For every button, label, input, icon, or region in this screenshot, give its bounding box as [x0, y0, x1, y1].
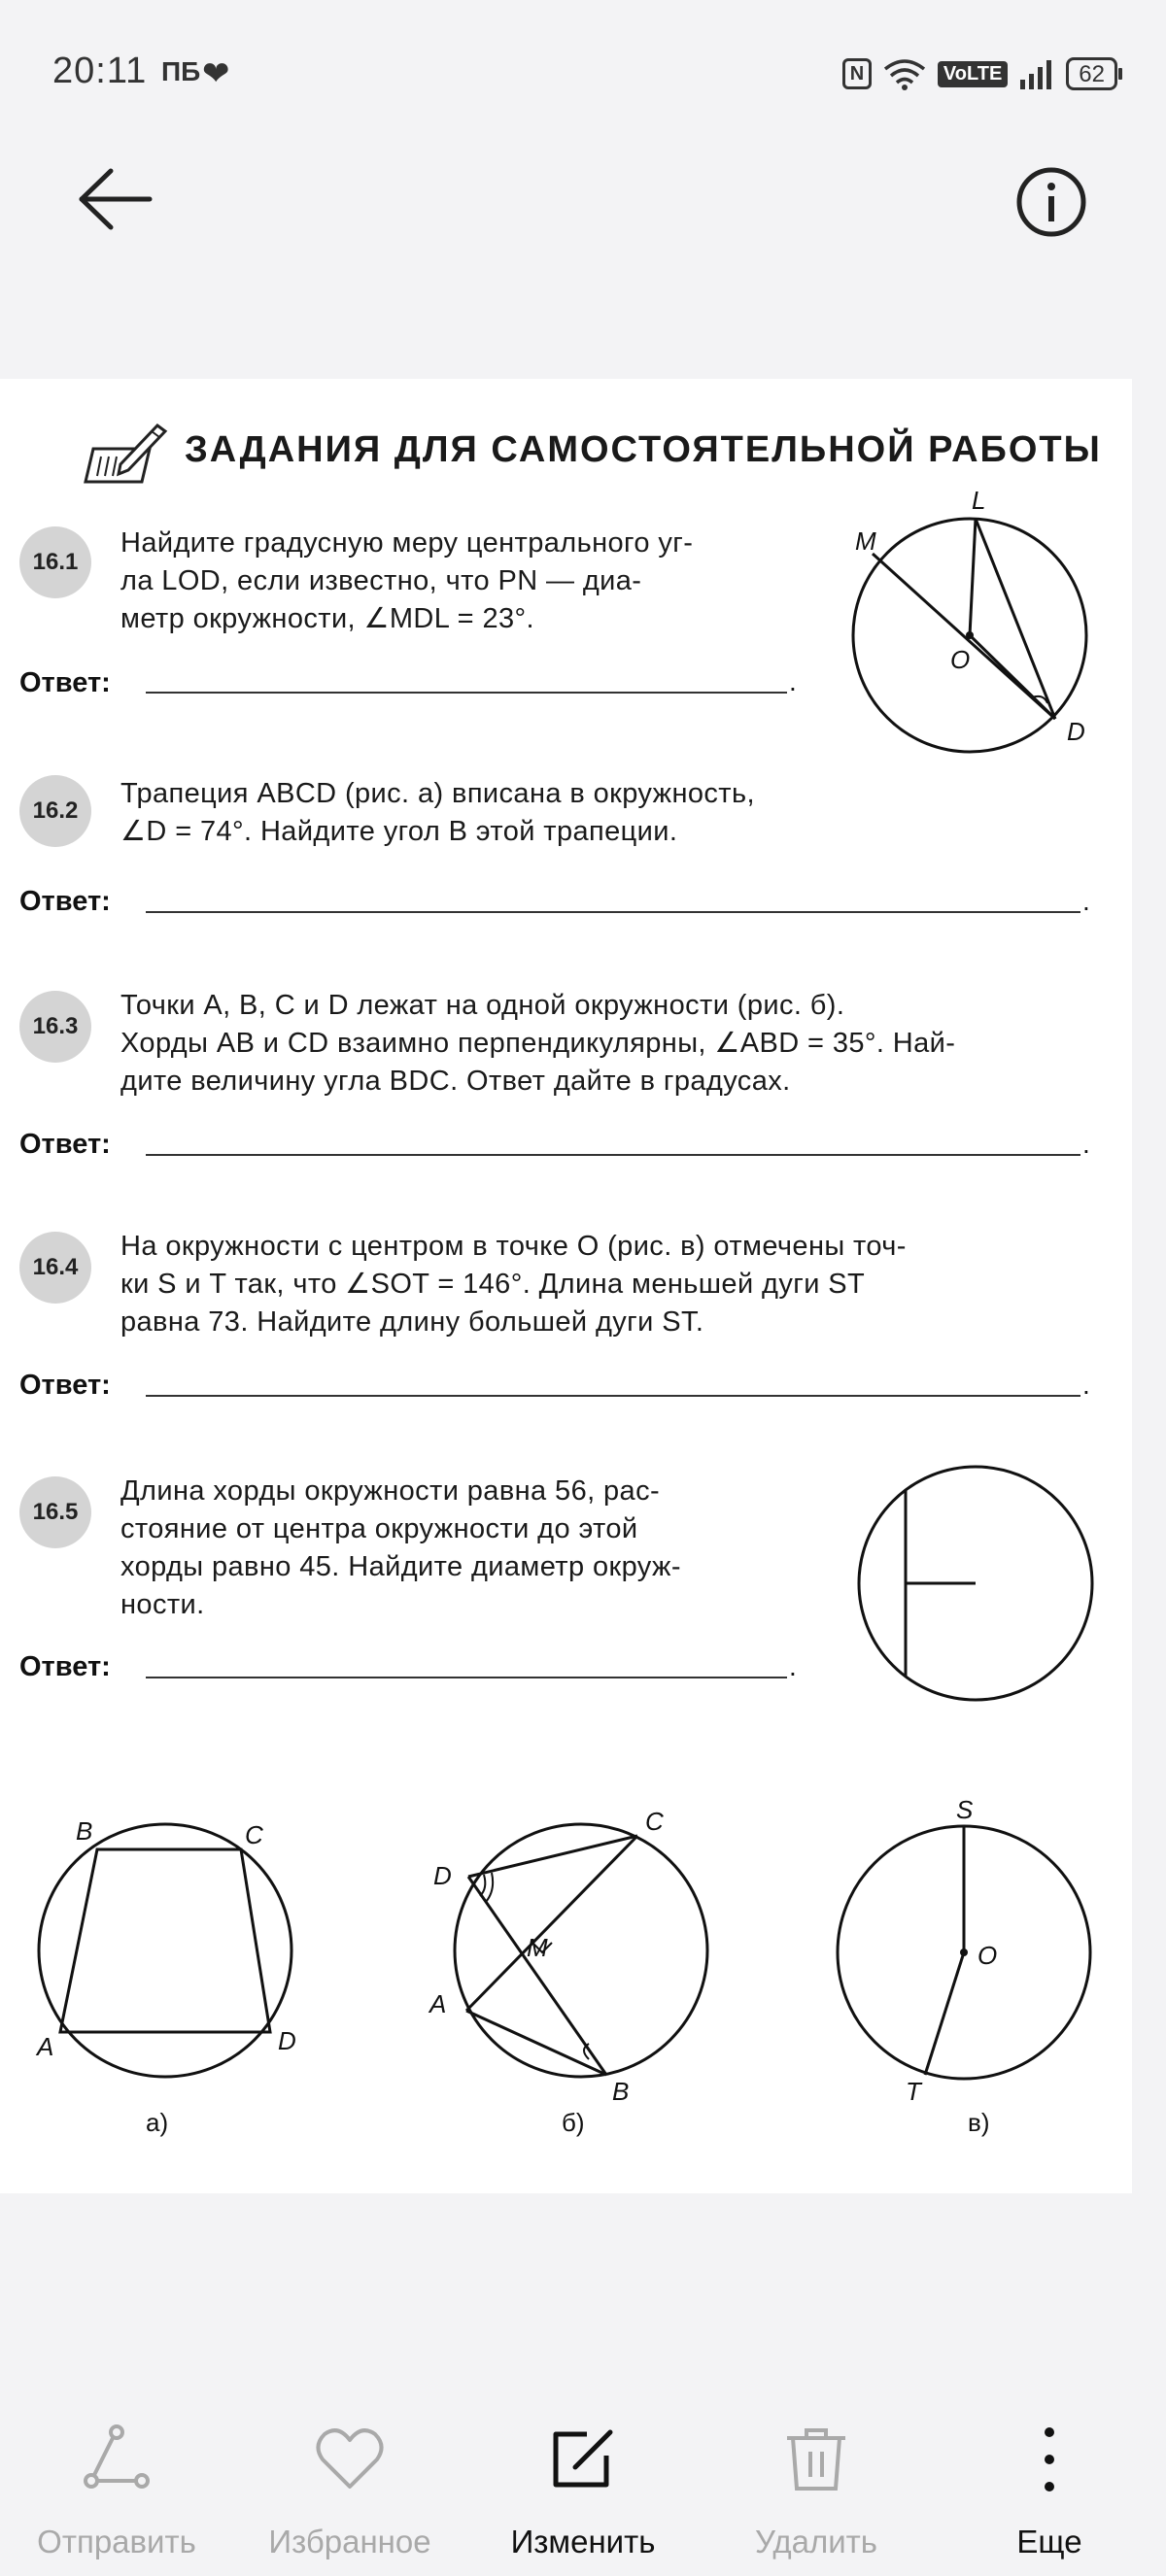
- answer-line: [146, 911, 1080, 913]
- label-D: D: [1067, 717, 1085, 746]
- caption-b: б): [562, 2108, 585, 2137]
- figure-b: [418, 1807, 729, 2156]
- task-number: 16.4: [19, 1232, 91, 1304]
- label-B: B: [76, 1816, 93, 1846]
- label-A: A: [37, 2032, 54, 2061]
- task-number: 16.3: [19, 991, 91, 1063]
- favorite-button[interactable]: Избранное: [253, 2370, 447, 2576]
- caption-v: в): [968, 2108, 990, 2137]
- answer-label: Ответ:: [19, 1129, 111, 1160]
- task-number: 16.5: [19, 1476, 91, 1548]
- status-time: 20:11: [52, 51, 148, 91]
- figure-16-1: [836, 486, 1108, 767]
- status-carrier: ПБ: [161, 56, 201, 86]
- label-D: D: [433, 1861, 452, 1890]
- label-C: C: [645, 1807, 664, 1836]
- label-D: D: [278, 2026, 296, 2055]
- figure-a: [29, 1807, 311, 2156]
- label-M: M: [527, 1933, 548, 1962]
- bottom-action-bar: [0, 2370, 1166, 2576]
- label-T: T: [906, 2077, 921, 2106]
- figure-v: [816, 1797, 1108, 2156]
- label-O: O: [977, 1941, 998, 1970]
- answer-line: [146, 692, 787, 694]
- pen-notebook-icon: [82, 418, 169, 491]
- more-icon: [1014, 2424, 1084, 2494]
- figure-16-5: [851, 1457, 1104, 1710]
- signal-icon: [1019, 58, 1054, 89]
- share-icon: [82, 2424, 152, 2494]
- share-button[interactable]: Отправить: [19, 2370, 214, 2576]
- delete-button[interactable]: Удалить: [719, 2370, 913, 2576]
- answer-line: [146, 1154, 1080, 1156]
- more-button[interactable]: Еще: [952, 2370, 1147, 2576]
- label-C: C: [245, 1820, 263, 1849]
- caption-a: а): [146, 2108, 169, 2137]
- label-O: O: [950, 645, 971, 674]
- answer-label: Ответ:: [19, 1651, 111, 1682]
- viewer-top-bar: [0, 146, 1166, 369]
- status-bar: [0, 0, 1166, 146]
- edit-icon: [548, 2424, 618, 2494]
- task-text: Найдите градусную меру центрального уг- ла LOD, если известно, что PN — диа- метр окружности, ∠MDL = 23°.: [120, 527, 694, 634]
- label-L: L: [972, 486, 986, 515]
- trash-icon: [781, 2424, 851, 2494]
- task-number: 16.2: [19, 775, 91, 847]
- status-icons: [842, 54, 1117, 93]
- answer-label: Ответ:: [19, 1370, 111, 1401]
- nfc-icon: N: [842, 58, 872, 89]
- volte-badge: VoLTE: [938, 61, 1008, 87]
- document-image: ЗАДАНИЯ ДЛЯ САМОСТОЯТЕЛЬНОЙ РАБОТЫ 16.1 Найдите градусную меру центрального уг- ла LOD, если известно, что PN — диа- метр окружности, ∠MDL = 23°. Ответ: . L M O D 16.2 Трапеция ABCD (рис. а) вписана в окружность, ∠D = 74°. Найдите угол B этой трапеции. Ответ: . 16.3 Точки A, B, C и D лежат на одной окружности (рис. б). Хорды AB и CD взаимно перпендикулярны, ∠ABD = 35°. Най- дите величину угла BDC. Ответ дайте в градусах. Ответ: . 16.4 На окружности с центром в точке O (рис. в) отмечены точ- ки S и T так, что ∠SOT = 146°. Длина меньшей дуги ST равна 73. Найдите длину большей дуги ST. Ответ: . 16.5 Длина хорды окружности равна 56, рас- стояние от центра окружности до этой хорды равно 45. Найдите диаметр окруж- ности. Ответ: . B C A D а) C D M A B б) S O T в): [0, 379, 1132, 2193]
- battery-indicator: 62: [1066, 57, 1117, 90]
- answer-label: Ответ:: [19, 886, 111, 917]
- label-A: A: [429, 1989, 447, 2018]
- label-B: B: [612, 2077, 630, 2106]
- section-title: ЗАДАНИЯ ДЛЯ САМОСТОЯТЕЛЬНОЙ РАБОТЫ: [185, 429, 1102, 470]
- label-M: M: [855, 526, 876, 556]
- answer-line: [146, 1677, 787, 1678]
- answer-line: [146, 1395, 1080, 1397]
- task-number: 16.1: [19, 526, 91, 598]
- back-arrow-icon[interactable]: [76, 165, 154, 233]
- task-text: Точки A, B, C и D лежат на одной окружности (рис. б). Хорды AB и CD взаимно перпендикулярны, ∠ABD = 35°. Най- дите величину угла BDC. Ответ дайте в градусах.: [120, 990, 956, 1097]
- answer-label: Ответ:: [19, 667, 111, 698]
- heart-icon: [315, 2424, 385, 2494]
- wifi-icon: [883, 57, 926, 90]
- label-S: S: [956, 1795, 974, 1824]
- info-icon[interactable]: [1014, 165, 1088, 239]
- task-text: Длина хорды окружности равна 56, рас- стояние от центра окружности до этой хорды равно 45. Найдите диаметр окруж- ности.: [120, 1475, 681, 1620]
- task-text: На окружности с центром в точке O (рис. в) отмечены точ- ки S и T так, что ∠SOT = 146°. Длина меньшей дуги ST равна 73. Найдите длину большей дуги ST.: [120, 1231, 907, 1338]
- edit-button[interactable]: Изменить: [486, 2370, 680, 2576]
- status-heart-icon: ❤: [202, 55, 230, 92]
- task-text: Трапеция ABCD (рис. а) вписана в окружность, ∠D = 74°. Найдите угол B этой трапеции.: [120, 778, 755, 847]
